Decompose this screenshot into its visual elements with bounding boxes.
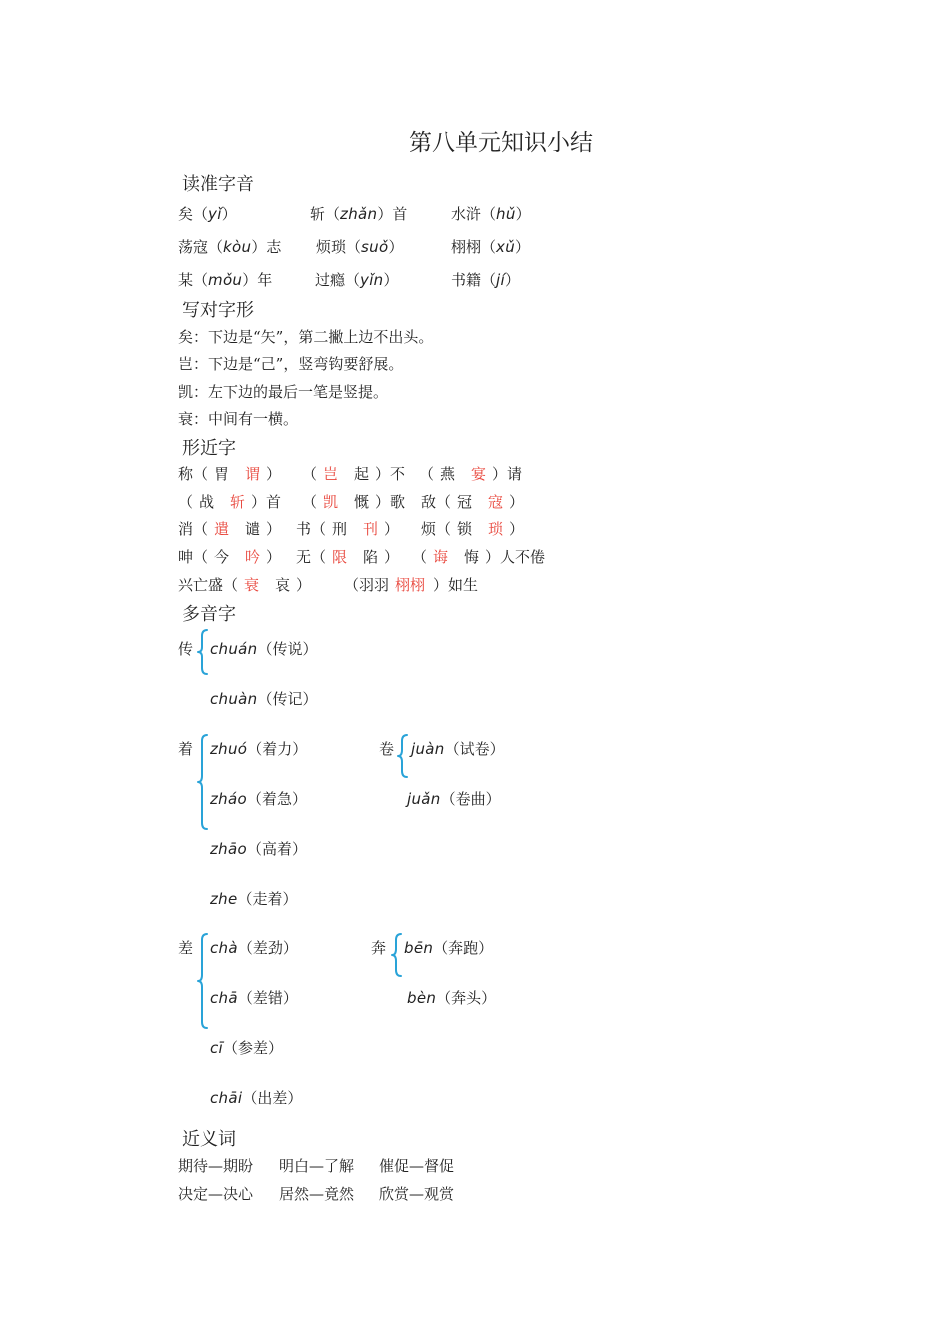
similar-suffix: ）	[296, 576, 312, 594]
polyphone-reading: zhe（走着）	[210, 890, 298, 908]
synonym-pair: 欣赏—观赏	[379, 1185, 455, 1203]
similar-prefix: （	[302, 493, 318, 511]
brace-icon	[396, 733, 410, 779]
similar-char-group	[412, 546, 545, 567]
pronunciation-item: 书籍（jí）	[451, 271, 520, 289]
similar-prefix: （	[302, 465, 318, 483]
pronunciation-item: 矣（yǐ）	[178, 205, 237, 223]
glyph-note: 衰：中间有一横。	[178, 410, 299, 428]
polyphone-char: 卷	[379, 740, 395, 758]
polyphone-reading: juǎn（卷曲）	[407, 790, 501, 808]
similar-option: 斩	[230, 493, 246, 511]
similar-char-group	[421, 518, 524, 539]
similar-suffix: ）	[509, 493, 525, 511]
similar-suffix: ）	[266, 520, 282, 538]
glyph-note: 凯：左下边的最后一笔是竖提。	[178, 383, 389, 401]
similar-char-group	[421, 491, 524, 512]
polyphone-reading: chāi（出差）	[210, 1089, 303, 1107]
page-title: 第八单元知识小结	[409, 130, 593, 156]
similar-prefix: 书（	[296, 520, 327, 538]
similar-char-group	[296, 546, 399, 567]
synonym-pair: 决定—决心	[178, 1185, 254, 1203]
brace-icon	[196, 932, 210, 1030]
similar-option: 燕	[440, 465, 456, 483]
section-heading-polyphones: 多音字	[182, 604, 236, 625]
similar-option: 凯	[323, 493, 339, 511]
polyphone-reading: zhuó（着力）	[210, 740, 308, 758]
pronunciation-item: 过瘾（yǐn）	[315, 271, 399, 289]
section-heading-similar: 形近字	[182, 438, 236, 459]
similar-suffix: ）	[266, 465, 282, 483]
similar-char-group	[178, 574, 311, 595]
similar-suffix: ）	[509, 520, 525, 538]
polyphone-reading: chā（差错）	[210, 989, 298, 1007]
polyphone-reading: chà（差劲）	[210, 939, 298, 957]
synonym-pair: 期待—期盼	[178, 1157, 254, 1175]
brace-icon	[196, 733, 210, 831]
similar-prefix: （	[178, 493, 194, 511]
similar-option: 陷	[363, 548, 379, 566]
brace-icon	[196, 628, 210, 676]
similar-option: 哀	[275, 576, 291, 594]
similar-option: 战	[199, 493, 215, 511]
similar-prefix: 无（	[296, 548, 327, 566]
pronunciation-item: 水浒（hǔ）	[451, 205, 531, 223]
polyphone-char: 差	[178, 939, 194, 957]
similar-suffix: ）请	[492, 465, 523, 483]
similar-char-group	[178, 546, 281, 567]
similar-option: 琐	[488, 520, 504, 538]
similar-option: 刑	[332, 520, 348, 538]
polyphone-char: 着	[178, 740, 194, 758]
polyphone-reading: cī（参差）	[210, 1039, 284, 1057]
polyphone-char: 奔	[371, 939, 387, 957]
similar-char-group	[178, 463, 281, 484]
similar-char-group	[419, 463, 522, 484]
similar-option: 锁	[457, 520, 473, 538]
similar-prefix: 呻（	[178, 548, 209, 566]
similar-option: 今	[214, 548, 230, 566]
similar-prefix: （	[412, 548, 428, 566]
similar-option: 栩栩	[395, 576, 426, 594]
similar-option: 遣	[214, 520, 230, 538]
section-heading-synonyms: 近义词	[182, 1129, 236, 1150]
polyphone-reading: bèn（奔头）	[407, 989, 497, 1007]
similar-suffix: ）不	[375, 465, 406, 483]
glyph-note: 矣：下边是“矢”，第二撇上边不出头。	[178, 328, 434, 346]
similar-option: 岂	[323, 465, 339, 483]
similar-prefix: 称（	[178, 465, 209, 483]
similar-option: 冠	[457, 493, 473, 511]
similar-option: 寇	[488, 493, 504, 511]
similar-prefix: 兴亡盛（	[178, 576, 239, 594]
similar-prefix: 烦（	[421, 520, 452, 538]
similar-prefix: 敌（	[421, 493, 452, 511]
similar-suffix: ）人不倦	[485, 548, 546, 566]
similar-option: 限	[332, 548, 348, 566]
polyphone-reading: zháo（着急）	[210, 790, 307, 808]
polyphone-reading: chuàn（传记）	[210, 690, 318, 708]
similar-char-group	[302, 463, 405, 484]
brace-icon	[390, 932, 404, 978]
similar-option: 衰	[244, 576, 260, 594]
pronunciation-item: 烦琐（suǒ）	[316, 238, 404, 256]
pronunciation-item: 某（mǒu）年	[178, 271, 273, 289]
similar-option: 悔	[464, 548, 480, 566]
polyphone-reading: chuán（传说）	[210, 640, 318, 658]
similar-char-group	[344, 574, 478, 595]
similar-option: 刊	[363, 520, 379, 538]
pronunciation-item: 栩栩（xǔ）	[451, 238, 531, 256]
similar-option: 谴	[245, 520, 261, 538]
pronunciation-item: 荡寇（kòu）志	[178, 238, 282, 256]
similar-suffix: ）	[266, 548, 282, 566]
similar-option: 吟	[245, 548, 261, 566]
polyphone-reading: bēn（奔跑）	[404, 939, 494, 957]
similar-suffix: ）	[384, 548, 400, 566]
similar-prefix: （	[419, 465, 435, 483]
similar-char-group	[296, 518, 399, 539]
similar-option: 谓	[245, 465, 261, 483]
polyphone-reading: juàn（试卷）	[411, 740, 505, 758]
polyphone-char: 传	[178, 640, 194, 658]
section-heading-glyphs: 写对字形	[182, 300, 254, 321]
similar-char-group	[178, 518, 281, 539]
synonym-pair: 催促—督促	[379, 1157, 455, 1175]
similar-prefix: （羽羽	[344, 576, 390, 594]
synonym-pair: 居然—竟然	[279, 1185, 355, 1203]
pronunciation-item: 斩（zhǎn）首	[310, 205, 408, 223]
similar-option: 起	[354, 465, 370, 483]
similar-suffix: ）如生	[433, 576, 479, 594]
similar-option: 胃	[214, 465, 230, 483]
similar-option: 慨	[354, 493, 370, 511]
section-heading-pronunciation: 读准字音	[182, 174, 254, 195]
similar-char-group	[178, 491, 281, 512]
similar-suffix: ）	[384, 520, 400, 538]
similar-char-group	[302, 491, 405, 512]
similar-option: 诲	[433, 548, 449, 566]
polyphone-reading: zhāo（高着）	[210, 840, 307, 858]
glyph-note: 岂：下边是“己”，竖弯钩要舒展。	[178, 355, 404, 373]
similar-option: 宴	[471, 465, 487, 483]
synonym-pair: 明白—了解	[279, 1157, 355, 1175]
similar-prefix: 消（	[178, 520, 209, 538]
similar-suffix: ）首	[251, 493, 282, 511]
similar-suffix: ）歌	[375, 493, 406, 511]
